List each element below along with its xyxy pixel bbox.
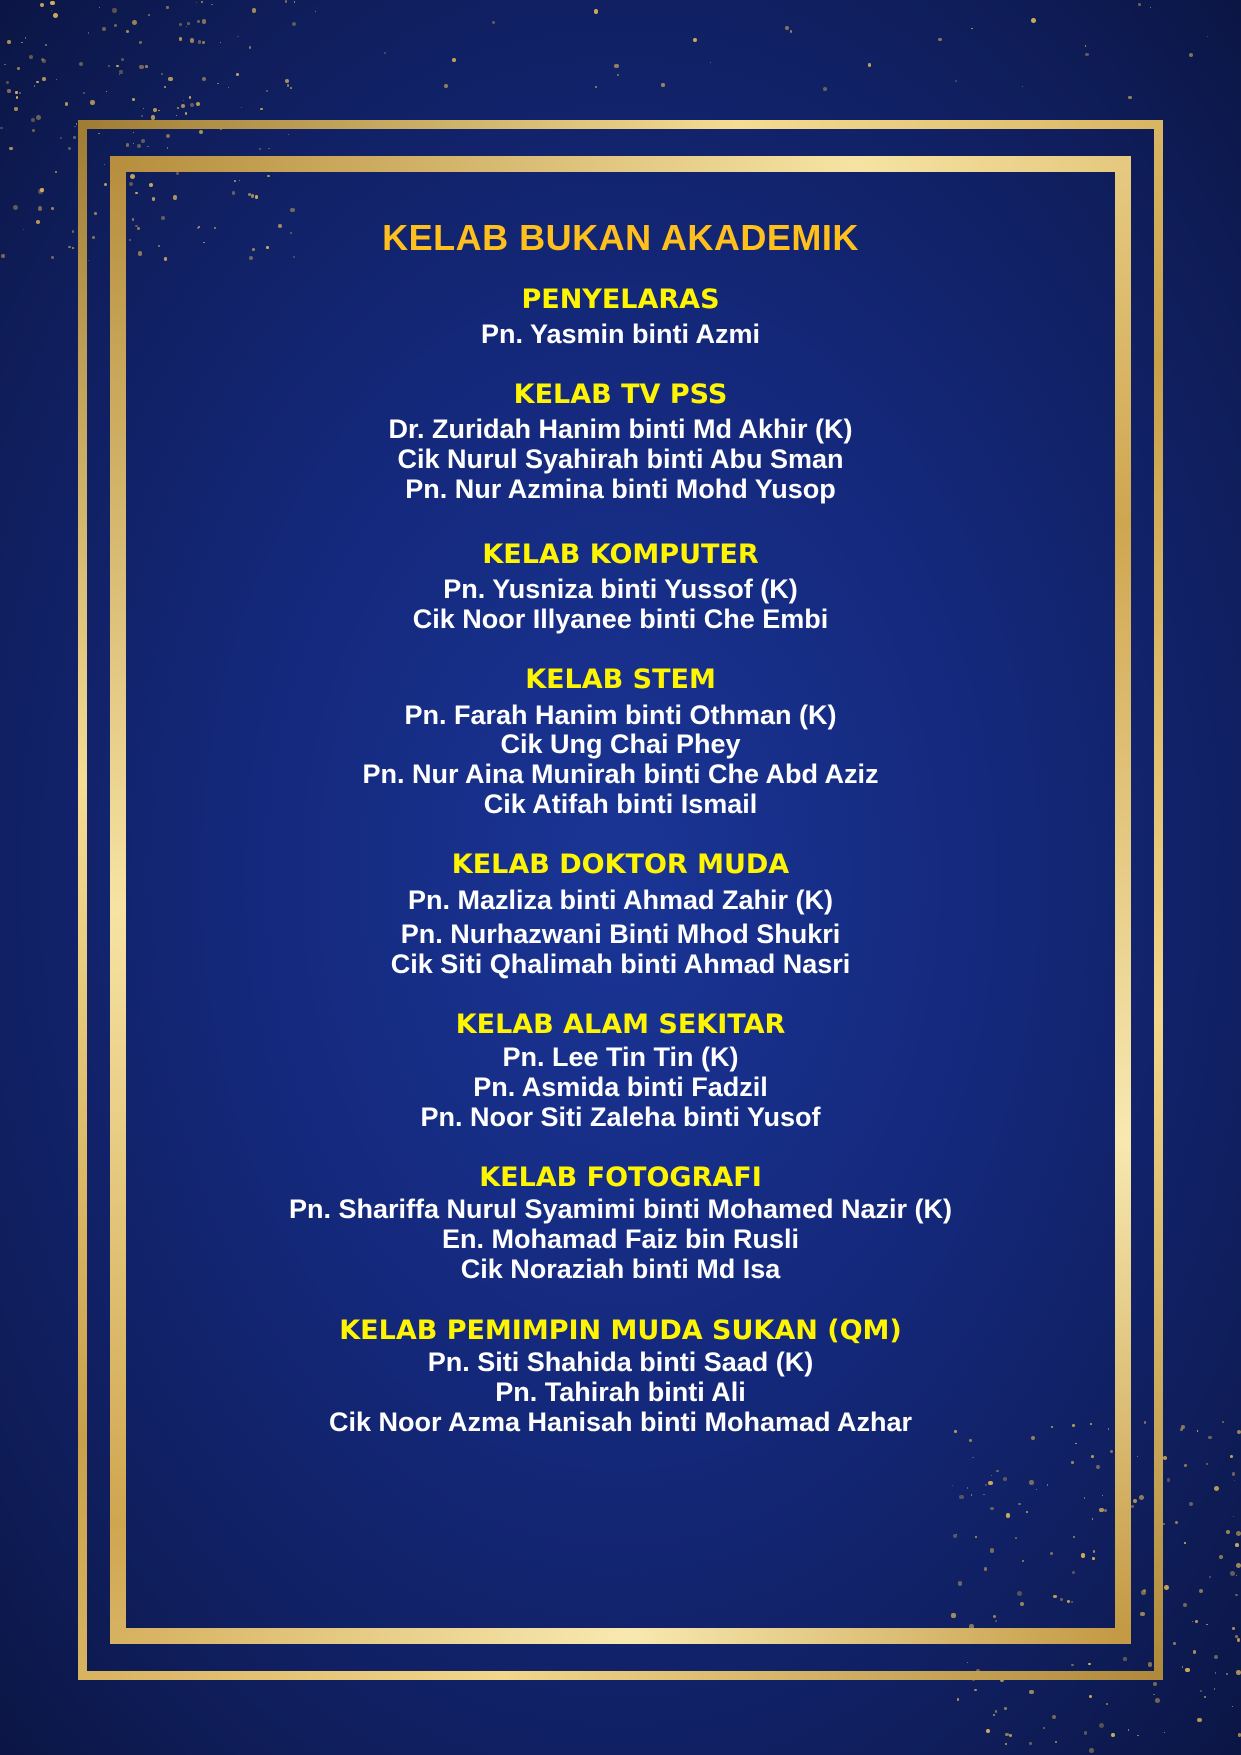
gold-speckle [1215,1672,1217,1674]
gold-speckle [7,40,11,44]
gold-speckle [315,11,316,12]
gold-speckle [993,1714,994,1715]
gold-speckle [1214,1688,1215,1689]
gold-speckle [1206,1624,1208,1626]
member-name: Pn. Yusniza binti Yussof (K) [443,574,798,604]
member-name: Cik Noor Azma Hanisah binti Mohamad Azhar [328,1407,913,1437]
gold-speckle [55,171,57,173]
gold-speckle [1150,7,1151,8]
gold-speckle [220,42,222,44]
gold-speckle [1043,1727,1045,1729]
gold-speckle [1138,3,1140,5]
gold-speckle [79,62,83,66]
gold-speckle [1173,1642,1176,1645]
gold-speckle [1055,1741,1057,1743]
gold-speckle [1183,1603,1188,1608]
member-name: Cik Siti Qhalimah binti Ahmad Nasri [390,949,851,979]
section-heading: KELAB STEM [525,664,716,695]
gold-speckle [38,206,43,211]
gold-speckle [1237,1638,1240,1641]
gold-speckle [294,1,295,2]
gold-speckle [121,58,124,61]
gold-speckle [1137,1735,1138,1736]
gold-speckle [1181,1425,1185,1429]
gold-speckle [51,207,54,210]
gold-speckle [1022,86,1023,87]
gold-speckle [1200,1690,1201,1691]
gold-speckle [60,137,62,139]
gold-speckle [13,205,18,210]
gold-speckle [88,32,89,33]
gold-speckle [1089,1695,1092,1698]
gold-speckle [4,64,5,65]
gold-speckle [45,44,47,46]
gold-speckle [1197,1718,1201,1722]
gold-speckle [72,230,75,233]
gold-speckle [790,30,793,33]
gold-speckle [1163,1456,1167,1460]
gold-speckle [1235,1543,1239,1547]
gold-speckle [1153,1694,1154,1695]
gold-speckle [50,1,54,5]
gold-speckle [106,91,107,92]
section-heading: KELAB KOMPUTER [482,539,759,570]
gold-speckle [179,37,183,41]
gold-speckle [1236,1563,1241,1568]
gold-speckle [1085,53,1088,56]
gold-speckle [1214,1486,1219,1491]
gold-speckle [68,147,71,150]
gold-speckle [1192,1621,1193,1622]
member-name: Dr. Zuridah Hanim binti Md Akhir (K) [388,414,853,444]
gold-speckle [72,247,74,249]
gold-speckle [112,8,116,12]
gold-speckle [1085,45,1086,46]
gold-speckle [17,67,20,70]
gold-speckle [7,89,10,92]
gold-speckle [974,1689,976,1691]
gold-speckle [1236,1531,1241,1536]
member-name: Cik Atifah binti Ismail [483,789,758,819]
gold-speckle [1128,96,1131,99]
gold-speckle [1052,1715,1056,1719]
gold-speckle [241,107,242,108]
gold-speckle [1111,1733,1115,1737]
gold-speckle [99,7,100,8]
section-heading: KELAB FOTOGRAFI [479,1162,762,1193]
gold-speckle [21,42,22,43]
gold-speckle [237,36,239,38]
member-name: Pn. Nur Azmina binti Mohd Yusop [405,474,836,504]
gold-speckle [249,46,251,48]
gold-speckle [1209,1576,1211,1578]
member-name: Pn. Tahirah binti Ali [495,1377,746,1407]
gold-speckle [34,85,35,86]
gold-speckle [955,80,957,82]
gold-speckle [102,27,106,31]
gold-speckle [139,65,143,69]
gold-speckle [1005,1733,1009,1737]
gold-speckle [217,83,218,84]
gold-speckle [196,102,200,106]
gold-speckle [971,28,972,29]
gold-speckle [1233,1516,1234,1517]
gold-speckle [141,115,144,118]
gold-speckle [384,52,386,54]
gold-speckle [1089,1748,1094,1753]
gold-speckle [1084,1731,1088,1735]
gold-speckle [938,38,942,42]
gold-speckle [1106,1703,1108,1705]
gold-speckle [1236,1575,1237,1576]
gold-speckle [986,1729,990,1733]
member-name: Pn. Yasmin binti Azmi [480,319,761,349]
gold-speckle [1185,1668,1190,1673]
gold-speckle [196,2,197,3]
gold-speckle [228,87,229,88]
gold-speckle [1189,1502,1194,1507]
gold-speckle [1204,1696,1207,1699]
gold-speckle [183,100,184,101]
gold-speckle [1189,53,1193,57]
gold-speckle [16,96,19,99]
member-name: Pn. Noor Siti Zaleha binti Yusof [420,1102,821,1132]
gold-speckle [90,100,95,105]
section-heading: KELAB ALAM SEKITAR [455,1009,786,1040]
gold-speckle [139,41,142,44]
member-name: Pn. Siti Shahida binti Saad (K) [427,1347,814,1377]
gold-speckle [166,6,168,8]
gold-speckle [1230,1571,1235,1576]
gold-speckle [161,73,163,75]
gold-speckle [1193,1650,1197,1654]
gold-speckle [1029,1690,1033,1694]
gold-speckle [164,86,166,88]
gold-speckle [594,9,599,14]
gold-speckle [1214,1655,1218,1659]
gold-speckle [202,41,205,44]
gold-speckle [114,24,117,27]
gold-speckle [116,65,118,67]
member-name: Cik Nurul Syahirah binti Abu Sman [397,444,844,474]
gold-speckle [710,62,711,63]
gold-speckle [1226,1530,1230,1534]
gold-speckle [19,92,21,94]
gold-speckle [145,65,148,68]
gold-speckle [1230,1455,1233,1458]
gold-speckle [73,136,76,139]
gold-speckle [1197,1430,1198,1431]
gold-speckle [211,4,213,6]
gold-speckle [492,21,495,24]
gold-speckle [1153,1682,1157,1686]
gold-speckle [1199,1589,1203,1593]
gold-speckle [25,37,27,39]
gold-speckle [252,8,256,12]
page-title: KELAB BUKAN AKADEMIK [382,217,859,258]
gold-speckle [995,1710,998,1713]
gold-speckle [198,40,202,44]
gold-speckle [1004,1707,1007,1710]
section-heading: KELAB PEMIMPIN MUDA SUKAN (QM) [339,1315,902,1346]
gold-speckle [285,79,290,84]
gold-speckle [179,23,182,26]
member-name: Cik Noor Illyanee binti Che Embi [412,604,829,634]
gold-speckle [31,118,35,122]
gold-speckle [1232,1472,1235,1475]
member-name: Pn. Lee Tin Tin (K) [502,1042,739,1072]
gold-speckle [1164,1585,1169,1590]
gold-speckle [1175,1521,1178,1524]
gold-speckle [126,30,129,33]
gold-speckle [187,22,190,25]
gold-speckle [65,102,69,106]
gold-speckle [23,229,24,230]
member-name: Pn. Nurhazwani Binti Mhod Shukri [400,919,841,949]
gold-speckle [1155,1698,1160,1703]
gold-speckle [181,104,185,108]
gold-speckle [1208,1436,1212,1440]
member-name: Pn. Mazliza binti Ahmad Zahir (K) [407,885,833,915]
gold-speckle [143,108,144,109]
gold-speckle [0,127,3,130]
gold-speckle [1167,1478,1171,1482]
gold-speckle [693,38,697,42]
gold-speckle [1237,1430,1241,1434]
section-heading: KELAB DOKTOR MUDA [451,849,790,880]
gold-speckle [29,55,33,59]
gold-speckle [285,0,287,2]
member-name: Pn. Shariffa Nurul Syamimi binti Mohamed Nazir (K) [288,1194,953,1224]
gold-speckle [957,1698,959,1700]
gold-speckle [32,129,35,132]
gold-speckle [190,38,195,43]
section-heading: PENYELARAS [521,284,720,315]
gold-speckle [614,64,619,69]
gold-speckle [9,147,13,151]
gold-speckle [36,115,41,120]
gold-speckle [290,87,292,89]
gold-speckle [74,126,75,127]
gold-speckle [148,14,150,16]
gold-speckle [186,26,187,27]
gold-speckle [1234,1480,1235,1481]
gold-speckle [1232,1627,1235,1630]
gold-speckle [1219,1555,1223,1559]
gold-speckle [1184,1464,1186,1466]
section-heading: KELAB TV PSS [513,379,728,410]
member-name: Cik Ung Chai Phey [500,729,741,759]
member-name: Pn. Asmida binti Fadzil [473,1072,768,1102]
gold-speckle [1206,1463,1207,1464]
gold-speckle [1232,1706,1233,1707]
gold-speckle [51,256,54,259]
gold-speckle [1184,1542,1186,1544]
gold-speckle [1164,1732,1165,1733]
gold-speckle [452,58,456,62]
gold-speckle [1128,1729,1130,1731]
gold-speckle [119,70,122,73]
gold-speckle [1222,1421,1225,1424]
gold-speckle [1195,1620,1198,1623]
gold-speckle [785,26,789,30]
gold-speckle [1005,1743,1007,1745]
gold-speckle [15,91,17,93]
gold-speckle [1235,1594,1237,1596]
gold-speckle [661,83,665,87]
gold-speckle [56,79,57,80]
gold-speckle [1031,18,1036,23]
gold-speckle [1,254,4,257]
gold-speckle [68,246,70,248]
gold-speckle [595,86,597,88]
gold-speckle [190,103,194,107]
gold-speckle [1207,36,1208,37]
gold-speckle [1236,1670,1241,1675]
gold-speckle [132,20,137,25]
gold-speckle [444,84,448,88]
gold-speckle [42,59,45,62]
gold-speckle [119,74,120,75]
gold-speckle [14,107,18,111]
gold-speckle [42,77,46,81]
gold-speckle [201,1,203,3]
gold-speckle [260,108,263,111]
gold-speckle [236,73,240,77]
gold-speckle [6,81,9,84]
gold-speckle [83,92,85,94]
member-name: Pn. Nur Aina Munirah binti Che Abd Aziz [362,759,879,789]
gold-speckle [40,3,44,7]
gold-speckle [185,112,188,115]
gold-speckle [132,98,135,101]
gold-speckle [158,110,159,111]
member-name: Pn. Farah Hanim binti Othman (K) [404,700,837,730]
gold-speckle [40,188,43,191]
gold-speckle [176,115,177,116]
gold-speckle [51,10,52,11]
gold-speckle [823,87,827,91]
gold-speckle [197,20,200,23]
gold-speckle [36,81,39,84]
gold-speckle [168,77,172,81]
gold-speckle [202,19,206,23]
gold-speckle [153,108,157,112]
member-name: En. Mohamad Faiz bin Rusli [441,1224,800,1254]
gold-speckle [617,74,619,76]
gold-speckle [266,90,268,92]
gold-speckle [189,96,191,98]
gold-speckle [202,77,206,81]
gold-speckle [1009,1734,1012,1737]
gold-speckle [177,107,179,109]
gold-speckle [1226,1673,1227,1674]
gold-speckle [1182,1666,1183,1667]
gold-speckle [292,22,296,26]
gold-speckle [1099,1723,1104,1728]
member-name: Cik Noraziah binti Md Isa [460,1254,781,1284]
gold-speckle [108,65,110,67]
gold-speckle [36,220,40,224]
gold-speckle [287,84,290,87]
gold-speckle [868,63,871,66]
gold-speckle [53,13,58,18]
gold-speckle [1029,1742,1032,1745]
